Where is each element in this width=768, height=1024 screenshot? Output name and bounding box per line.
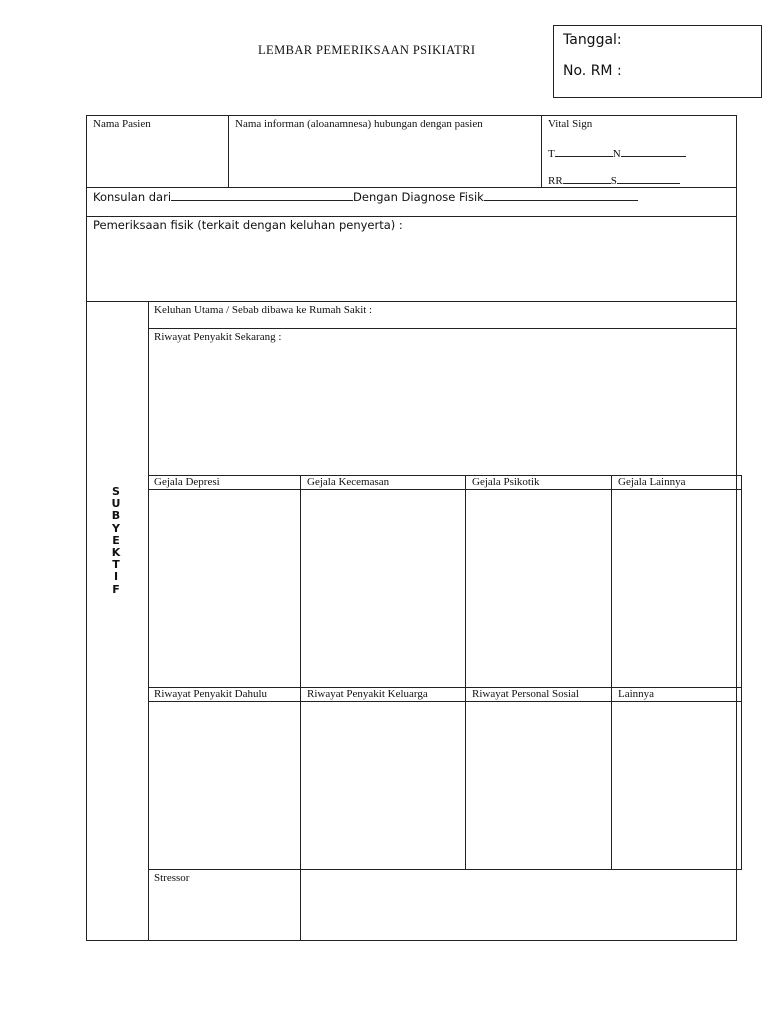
social-history-label: Riwayat Personal Sosial: [472, 688, 579, 700]
vital-rr-blank[interactable]: [563, 173, 611, 184]
chief-complaint-label: Keluhan Utama / Sebab dibawa ke Rumah Sakit :: [154, 304, 373, 316]
consult-from-label: Konsulan dari: [93, 190, 172, 204]
vital-s-blank[interactable]: [617, 173, 680, 184]
symptom-psychotic-label: Gejala Psikotik: [472, 476, 540, 488]
past-history-label: Riwayat Penyakit Dahulu: [154, 688, 268, 700]
form-title: LEMBAR PEMERIKSAAN PSIKIATRI: [258, 43, 476, 57]
consult-from-blank[interactable]: [171, 190, 353, 201]
subjective-side-text: SUBYEKTIF: [111, 485, 121, 596]
divider: [300, 475, 301, 941]
patient-name-label: Nama Pasien: [93, 118, 151, 130]
vital-t-label: T: [548, 148, 555, 160]
physical-exam-label: Pemeriksaan fisik (terkait dengan keluhan penyerta) :: [93, 218, 403, 232]
symptom-other-label: Gejala Lainnya: [618, 476, 686, 488]
divider: [148, 489, 742, 490]
divider: [86, 301, 737, 302]
vital-s-label: S: [610, 175, 617, 187]
divider: [86, 187, 737, 188]
vital-n-blank[interactable]: [621, 146, 686, 157]
divider: [148, 701, 742, 702]
informant-label: Nama informan (aloanamnesa) hubungan dengan pasien: [235, 118, 483, 130]
date-label: Tanggal:: [563, 32, 622, 48]
vital-rr-label: RR: [548, 175, 563, 187]
symptom-history-grid: [148, 475, 742, 870]
divider: [228, 115, 229, 187]
vital-sign-label: Vital Sign: [548, 118, 593, 130]
vital-rr-s-line: [548, 173, 680, 187]
other-history-label: Lainnya: [618, 688, 655, 700]
consult-line: [93, 190, 638, 204]
vital-n-label: N: [612, 148, 621, 160]
date-record-box: [553, 25, 762, 98]
family-history-label: Riwayat Penyakit Keluarga: [307, 688, 428, 700]
subjective-side-label: [105, 486, 127, 596]
divider: [86, 216, 737, 217]
vital-t-blank[interactable]: [555, 146, 613, 157]
record-number-label: No. RM :: [563, 63, 622, 79]
present-illness-label: Riwayat Penyakit Sekarang :: [154, 331, 282, 343]
divider: [541, 115, 542, 187]
divider: [611, 475, 612, 870]
symptom-anxiety-label: Gejala Kecemasan: [307, 476, 390, 488]
diagnosis-label: Dengan Diagnose Fisik: [353, 190, 484, 204]
stressor-label: Stressor: [154, 872, 190, 884]
divider: [465, 475, 466, 870]
diagnosis-blank[interactable]: [484, 190, 638, 201]
vital-t-n-line: [548, 146, 686, 160]
divider: [148, 328, 737, 329]
symptom-depression-label: Gejala Depresi: [154, 476, 220, 488]
